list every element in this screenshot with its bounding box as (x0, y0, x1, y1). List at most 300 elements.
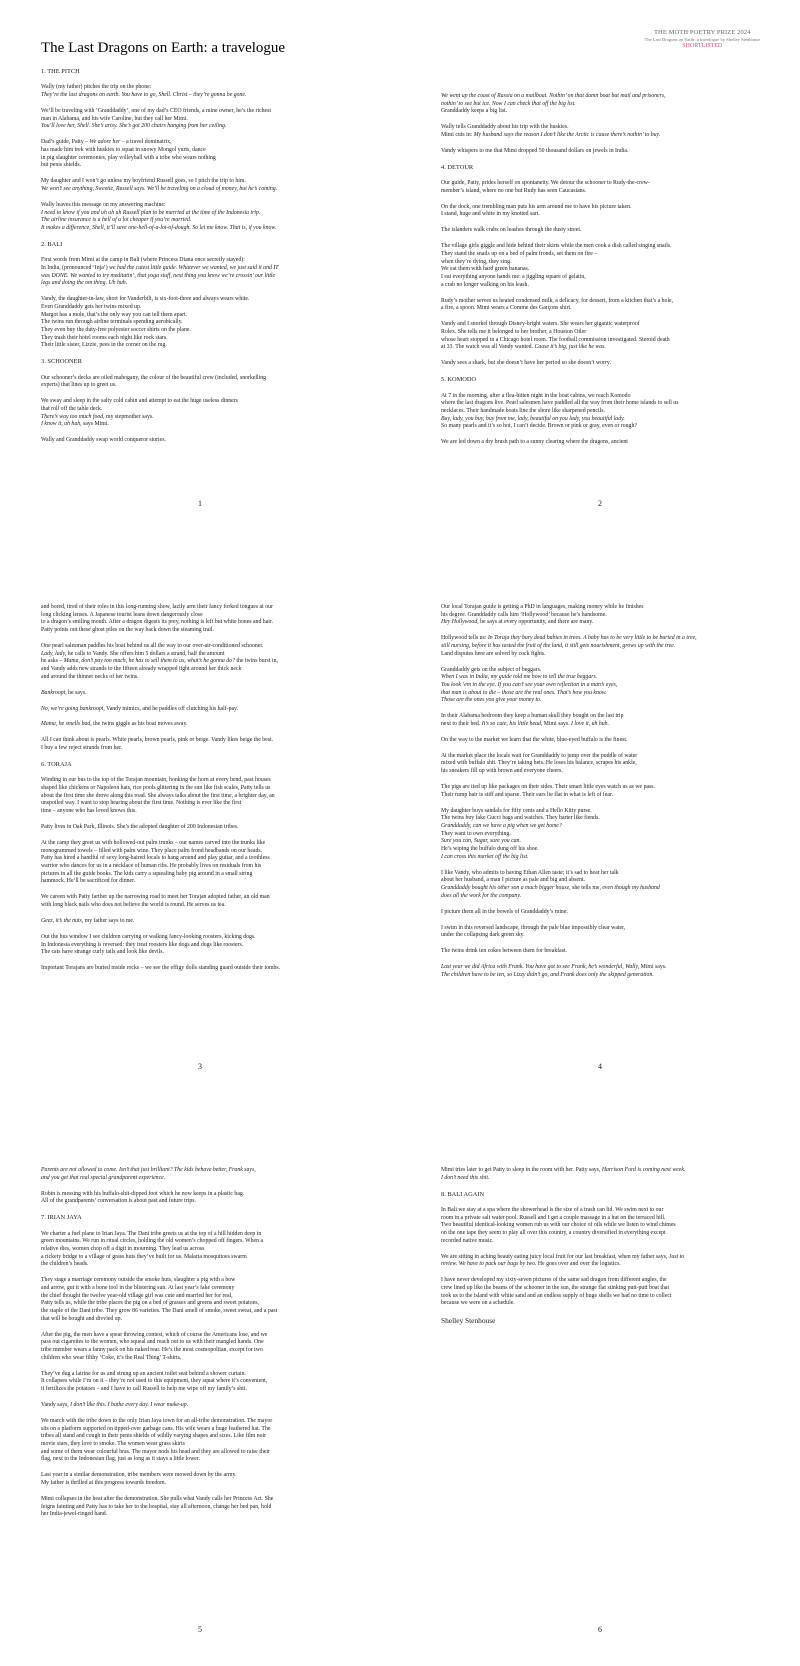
text-run: a crab no longer walking on his leash. (441, 281, 529, 288)
italic-text: nothin’ to see but ice. Now I can check that off the big list. (441, 100, 576, 107)
text-run: Their little sister, Lizzie, pees in the corner on the rug. (41, 342, 167, 349)
paragraph (441, 753, 771, 776)
page-5 (0, 1126, 400, 1666)
text-run: next to their bed. (441, 721, 482, 727)
text-run: On the way to the market we learn that the white, blue-eyed buffalo is the finest. (441, 736, 628, 743)
text-run: and arrow, gut it with a bone tool in the blistering sun. At last year’s fake ceremony (41, 1284, 235, 1291)
italic-text: Harrison Ford is coming next week. (601, 1167, 686, 1173)
text-line (41, 1277, 371, 1285)
text-line (441, 360, 771, 368)
paragraph (41, 643, 371, 682)
italic-text: We adore her (89, 139, 121, 146)
text-line (41, 1300, 371, 1308)
text-run: Vandy says, (41, 1401, 71, 1408)
text-line (41, 604, 371, 612)
text-run: We are led down a dry brush path to a sunny clearing where the dragons, ancient (441, 439, 628, 446)
paragraph (41, 1167, 371, 1182)
text-line (41, 319, 371, 327)
text-run: I have never developed my sixty-seven pictures of the same sad dragon from different angles, the (441, 1277, 667, 1284)
text-line (41, 1347, 371, 1355)
page-body (41, 68, 371, 453)
paragraph (441, 1207, 771, 1246)
text-line (41, 178, 371, 186)
text-line (441, 93, 771, 101)
text-run: We are sitting in aching beauty eating juicy local fruit for our last breakfast, when my father says, (441, 1253, 669, 1260)
text-line (441, 846, 771, 854)
text-line (41, 273, 371, 281)
text-run: the twins burst in, (234, 658, 278, 665)
text-run: my stepmother says. (104, 413, 154, 420)
text-run: in pig slaughter ceremonies, play volleyball with a tribe who wears nothing (41, 154, 216, 161)
page-number: 3 (198, 1062, 202, 1071)
text-run: a rickety bridge to a village of grass huts they’ve built for us. Malaria mosquitoes swarm (41, 1253, 247, 1260)
text-line (441, 408, 771, 416)
text-line (41, 643, 371, 651)
text-line (441, 877, 771, 885)
paragraph (41, 1191, 371, 1206)
paragraph (41, 1418, 371, 1464)
text-line (41, 706, 371, 714)
text-run: experts) that lines up to greet us. (41, 382, 117, 389)
text-line (41, 800, 371, 808)
paragraph (441, 321, 771, 352)
text-run: but penis shields. (41, 162, 82, 169)
text-line (41, 1472, 371, 1480)
text-run: children who wear filthy ‘Coke, it’s the Real Thing’ T-shirts. (41, 1354, 182, 1361)
text-run: Patty has hired a handful of sexy long-haired locals to hang around and play guitar, and a toothless (41, 855, 270, 862)
page-number: 1 (198, 499, 202, 508)
text-line (41, 147, 371, 155)
text-line (441, 870, 771, 878)
paragraph (441, 925, 771, 940)
text-run: The village girls giggle and hide behind their skirts while the men cook a dish called singing snails. (441, 243, 672, 250)
text-line (441, 713, 771, 721)
text-line (41, 296, 371, 304)
text-run: room in a private salt water pool. Russell and I get a couple massage in a hut on the terraced hill. (441, 1214, 666, 1221)
text-line (41, 108, 371, 116)
text-line (441, 188, 771, 196)
text-run: My daughter and I won’t go unless my boyfriend Russell goes, so I pitch the trip to him. (41, 178, 246, 185)
paragraph (441, 180, 771, 195)
italic-text: We went up the coast of Russia on a mailboat. Nothin’ on that damn boat but mail and prisoners, (441, 93, 666, 99)
text-run: Mimi tries later to get Patty to sleep in the room with her. Patty says, (441, 1167, 602, 1173)
text-line (441, 690, 771, 698)
text-line (41, 280, 371, 288)
text-run: Robin is messing with his buffalo-shit-dipped foot which he now keeps in a plastic bag. (41, 1190, 245, 1197)
text-run: Mimi collapses in the heat after the demonstration. She pulls what Vandy calls her Princess Act. She (41, 1495, 274, 1502)
section-heading: 5. KOMODO (441, 376, 477, 384)
text-line (41, 1511, 371, 1519)
text-line (441, 1230, 771, 1238)
text-line (441, 211, 771, 219)
paragraph (441, 204, 771, 219)
text-run: They stage a marriage ceremony outside the smoke huts, slaughter a pig with a bow (41, 1277, 236, 1284)
text-line (41, 1238, 371, 1246)
author-signature: Shelley Stenhouse (441, 1316, 496, 1326)
text-run: sits on a platform supported on tipped-over garbage cans. His wife wears a huge feathered hat. The (41, 1425, 271, 1432)
paragraph (41, 894, 371, 909)
italic-text: Hey Hollywood, (441, 619, 479, 626)
text-line (41, 745, 371, 753)
text-run: when they’re dying, they sing. (441, 258, 512, 265)
text-run: Winding in our bus to the top of the Torajan mountain, honking the horn at every bend, past houses (41, 777, 271, 784)
text-line (441, 274, 771, 282)
italic-text: You’ll love her, Shell. She’s artsy. She’s got 200 chairs hanging from her ceiling. (41, 123, 227, 130)
text-run: because we were on a schedule. (441, 1300, 515, 1307)
paragraph (441, 148, 771, 156)
text-run: monogrammed towels – filled with palm wine. They place palm frond headbands on our heads. (41, 847, 263, 854)
text-run: Our schooner’s decks are oiled mahogany, the colour of the beautiful crew (included, snorkelling (41, 374, 267, 381)
text-line (441, 1285, 771, 1293)
text-line (441, 932, 771, 940)
text-run: the children’s heads. (41, 1261, 89, 1268)
paragraph (41, 777, 371, 816)
text-run: Vandy whispers to me that Mimi dropped 50 thousand dollars on jewels in India. (441, 147, 629, 154)
italic-text: We won’t see anything, Sweetie, Russell says. We’ll be traveling on a cloud of money, but he’s coming. (41, 185, 278, 192)
text-run: We march with the tribe down to the only Irian Jaya town for an all-tribe demonstration. The mayor (41, 1417, 273, 1424)
paragraph (41, 965, 371, 973)
text-run: where the last dragons live. Pearl salesmen have paddled all the way from their home islands to sell us (441, 400, 679, 407)
italic-text: Just to (668, 1253, 685, 1260)
text-run: her India-jewel-ringed hand. (41, 1511, 108, 1518)
italic-text: even though my husband (602, 885, 660, 892)
text-run: Mimi says. (639, 964, 667, 971)
text-line (441, 854, 771, 862)
text-run: member’s island, where no one but Rudy has seen Caucasians. (441, 187, 587, 194)
text-run: My daughter buys sandals for fifty cents and a Hello Kitty purse. (441, 807, 592, 814)
text-line (441, 815, 771, 823)
italic-text: Mama, he smells bad, (41, 721, 92, 728)
text-line (441, 682, 771, 690)
text-run: tribes all stand and cough in their penis shields of wildly varying shapes and sizes. Like film noir (41, 1433, 267, 1440)
text-line (441, 251, 771, 259)
text-run: Margot has a mole, that’s the only way you can tell them apart. (41, 311, 188, 318)
page-number: 2 (598, 499, 602, 508)
prize-subtitle: The Last Dragons on Earth: a travelogue by Shelley Stenhouse (644, 37, 760, 42)
text-line (41, 1246, 371, 1254)
text-run: long clicking lenses. A Japanese tourist leans down dangerously close (41, 611, 203, 618)
text-line (41, 123, 371, 131)
paragraph (41, 824, 371, 832)
italic-text: It’s so cute, his little head, (481, 721, 543, 727)
text-run: Even Granddaddy gets her twins mixed up. (41, 303, 142, 310)
paragraph (41, 840, 371, 886)
italic-text: and you get that real special grandparent experience. (41, 1174, 166, 1181)
paragraph (41, 918, 371, 926)
text-line (41, 894, 371, 902)
text-line (441, 337, 771, 345)
text-line (41, 202, 371, 210)
text-line (41, 1496, 371, 1504)
text-line (441, 604, 771, 612)
text-run: and around the thinner necks of her twins. (41, 673, 139, 680)
text-line (41, 777, 371, 785)
text-line (441, 612, 771, 620)
text-line (441, 1238, 771, 1246)
text-run: I swim in this reversed landscape, through the pale blue impossibly clear water, (441, 924, 626, 931)
text-run: recorded native music. (441, 1237, 494, 1244)
text-line (441, 329, 771, 337)
text-line (41, 1332, 371, 1340)
paragraph (441, 737, 771, 745)
text-run: First words from Mimi at the camp in Bali (where Princess Diana once secretly stayed): (41, 257, 245, 264)
text-run: I stand, huge and white in my knotted sari. (441, 211, 540, 218)
paragraph (41, 257, 371, 288)
text-line (441, 831, 771, 839)
paragraph (41, 84, 371, 99)
text-line (41, 406, 371, 414)
text-run: and Vandy adds new strands to the fifteen already wrapped tight around her thick neck (41, 666, 242, 673)
italic-text: review. We have to pack our bags by two. (441, 1261, 537, 1268)
text-run: he says. (66, 689, 87, 696)
italic-text: Lady, lady, (41, 650, 67, 657)
text-line (441, 643, 771, 651)
text-run: pass out cigarettes to the women, who squeal and reach out to us with their mangled hands. One (41, 1339, 264, 1346)
italic-text: The children have to be ten, so Lizzy didn’t go, and Frank does only the skipped generation. (441, 971, 654, 978)
italic-text: You look ’em in the eye. If you can’t see your own reflection in a man’s eyes, (441, 682, 618, 688)
paragraph (41, 604, 371, 635)
text-line (41, 414, 371, 422)
text-run: They want to own everything. (441, 830, 511, 837)
text-run: a fire, a spoon. Mimi wears a Comme des Garçons shirt. (441, 305, 572, 312)
italic-text: Those are the ones you give your money to. (441, 697, 542, 704)
text-line (441, 909, 771, 917)
text-run: my father says to me. (83, 917, 135, 924)
text-line (441, 925, 771, 933)
paragraph (441, 784, 771, 799)
text-line (41, 1254, 371, 1262)
text-run: and bored, tired of their roles in this long-running show, lazily arm their fancy forked tongues at our (41, 604, 273, 610)
page-4 (400, 563, 800, 1103)
text-run: One pearl salesman paddles his boat behind us all the way to our over-air-conditioned schooner. (41, 643, 264, 649)
section-heading: 7. IRIAN JAYA (41, 1214, 82, 1222)
text-run: They stand the snails up on a bed of palm fronds, set them on fire – (441, 250, 598, 257)
text-line (441, 204, 771, 212)
text-line (441, 721, 771, 729)
text-run: I eat everything anyone hands me: a jiggling square of gelatin, (441, 274, 586, 281)
text-run: he calls to Vandy. She offers him 5 dollars a strand, half the amount (66, 650, 225, 657)
text-line (441, 416, 771, 424)
page-number: 5 (198, 1625, 202, 1634)
text-run: the chief thought the twelve year-old village girl was cute and married her for real, (41, 1292, 233, 1299)
page-6 (400, 1126, 800, 1666)
paragraph (41, 139, 371, 170)
paragraph (41, 398, 371, 429)
text-line (41, 949, 371, 957)
text-line (41, 658, 371, 666)
text-run: has made him trek with huskies to squat in snowy Mongol yurts, dance (41, 146, 206, 153)
text-line (41, 186, 371, 194)
text-line (41, 1285, 371, 1293)
italic-text: Last year we did Africa with Frank. You have got to see Frank, he’s wonderful, Wally, (441, 964, 640, 971)
page-body (441, 93, 771, 455)
text-line (441, 439, 771, 447)
shortlisted-badge: SHORTLISTED (682, 43, 723, 49)
text-line (441, 651, 771, 659)
italic-text: In Toraja they bury dead babies in trees. A baby has to be very little to be buried in a tree, (487, 635, 697, 642)
text-line (441, 227, 771, 235)
text-line (441, 1261, 771, 1269)
text-line (441, 948, 771, 956)
text-line (441, 737, 771, 745)
text-run: the twins giggle as his boat moves away. (91, 721, 188, 728)
text-run: Out the bus window I see children carrying or walking fancy-looking roosters, kicking dogs. (41, 933, 256, 940)
text-line (41, 162, 371, 170)
paragraph (441, 667, 771, 706)
text-run: green mountains. We run in ritual circles, holding the old women’s chopped off fingers. When a (41, 1238, 264, 1245)
text-run: I like Vandy, who admits to having Ethan Allen taste; it’s sad to hear her talk (441, 869, 619, 876)
italic-text: does all the work for the company. (441, 892, 522, 899)
text-line (441, 148, 771, 156)
text-line (441, 321, 771, 329)
text-line (441, 1277, 771, 1285)
text-run: On the dock, one trembling man puts his arm around me to have his picture taken. (441, 203, 632, 210)
paragraph (441, 713, 771, 728)
text-line (441, 792, 771, 800)
paragraph (441, 243, 771, 289)
text-line (41, 934, 371, 942)
text-line (441, 124, 771, 132)
text-line (441, 635, 771, 643)
paragraph (41, 1231, 371, 1270)
italic-text: legs and doing the om thing. Uh huh. (41, 280, 128, 287)
text-line (441, 784, 771, 792)
text-line (41, 1261, 371, 1269)
text-line (441, 619, 771, 627)
text-line (41, 1167, 371, 1175)
paragraph (41, 706, 371, 714)
paragraph (441, 1167, 771, 1182)
text-run: Our local Torajan guide is getting a PhD in languages, making money while he finishes (441, 604, 644, 610)
text-line (441, 972, 771, 980)
paragraph (41, 1496, 371, 1519)
text-run: with long black nails who does not believe the world is round. He serves us tea. (41, 902, 226, 909)
text-line (441, 885, 771, 893)
text-run: he says at every opportunity, and there are many. (478, 619, 594, 626)
text-run: to a dragon’s smiling mouth. After a dragon digests its prey, nothing is left but white bones and hair. (41, 619, 273, 626)
text-line (441, 259, 771, 267)
paragraph (441, 393, 771, 432)
text-run: The twins drink ten cokes between them for breakfast. (441, 948, 568, 955)
text-line (41, 855, 371, 863)
paragraph (441, 1254, 771, 1269)
text-run: All of the grandparents’ conversation is about past and future trips. (41, 1198, 196, 1205)
paragraph (441, 1277, 771, 1308)
text-line (441, 1175, 771, 1183)
text-line (41, 1355, 371, 1363)
paragraph (441, 948, 771, 956)
text-run: Rolex. She tells me it belonged to her brother, a Houston Oiler (441, 328, 587, 335)
page-body (41, 604, 371, 981)
italic-text: It makes a difference, Shell, it’ll save one-hell-of-a-lot-of-dough. So let me know. That is, if you know. (41, 224, 277, 231)
paragraph (441, 227, 771, 235)
text-run: So many pearls and it’s so hot, I can’t decide. Brown or pink or gray, even or rough? (441, 423, 637, 430)
text-line (41, 737, 371, 745)
paragraph (41, 1472, 371, 1487)
text-line (41, 721, 371, 729)
text-run: The pigs are tied up like packages on their sides. Their smart little eyes watch us as we pass. (441, 784, 655, 791)
text-run: All I can think about is pearls. White pearls, brown pearls, pink or beige. Vandy likes beige the best. (41, 737, 274, 744)
text-run: his sneakers fill up with brown and everyone cheers. (441, 768, 563, 775)
text-run: she tells me, (570, 885, 603, 892)
text-run: his degree. Granddaddy calls him ‘Hollywood’ because he’s handsome. (441, 611, 607, 618)
text-run: Wally tells Granddaddy about his trip with the huskies. (441, 124, 569, 131)
text-run: Important Torajans are buried inside rocks – we see the effigy dolls standing guard outside their tombs. (41, 965, 281, 972)
italic-text: Bankroopt, (41, 689, 67, 696)
text-run: We eat them with hard green bananas. (441, 266, 530, 273)
paragraph (441, 93, 771, 116)
text-run: at 33. The watch was all Vandy wanted. (441, 344, 535, 351)
text-line (41, 1418, 371, 1426)
paragraph (441, 808, 771, 862)
italic-text: Granddaddy, can we have a pig when we get home? (441, 823, 562, 830)
text-run: mixed with buffalo shit. They’re taking bets. He loses his balance, scrapes his ankle, (441, 760, 637, 767)
paragraph (41, 1402, 371, 1410)
text-line (441, 305, 771, 313)
text-line (441, 964, 771, 972)
page-number: 6 (598, 1625, 602, 1634)
text-line (41, 1316, 371, 1324)
page-1 (0, 0, 400, 540)
text-run: Granddaddy keeps a big list. (441, 108, 508, 115)
paragraph (41, 296, 371, 350)
text-run: relative dies, women chop off a digit in mourning. They lead us across (41, 1245, 205, 1252)
italic-text: that man is about to die – those are the real ones. That’s how you know. (441, 689, 607, 696)
text-run: pictures in all the guide books. The kids carry a squealing baby pig around in a small string (41, 870, 253, 877)
text-line (41, 335, 371, 343)
text-line (441, 1293, 771, 1301)
text-run: In their Alabama bedroom they keep a human skull they bought on the last trip (441, 713, 624, 720)
text-run: Mimi cuts in: (441, 132, 474, 138)
text-line (41, 1198, 371, 1206)
text-run: Dad’s guide, Patty – (41, 139, 90, 146)
paragraph (41, 690, 371, 698)
italic-text: My husband says the reason I don’t like the Arctic is cause there’s nothin’ to buy. (473, 132, 661, 138)
paragraph (41, 202, 371, 233)
page-body (441, 604, 771, 988)
text-line (441, 823, 771, 831)
text-line (41, 155, 371, 163)
text-line (441, 344, 771, 352)
text-run: and some of them wear colourful bras. The mayor nods his head and they are allowed to raise their (41, 1448, 270, 1455)
page-number: 4 (598, 1062, 602, 1071)
italic-text: Parents are not allowed to come. Isn’t that just brilliant? The kids behave better, Frank says, (41, 1167, 256, 1173)
italic-text: Mama, don’t pay too much, he has to sell them to us, what’s he gonna do? (63, 658, 235, 665)
text-line (41, 1402, 371, 1410)
text-line (41, 619, 371, 627)
text-line (41, 1504, 371, 1512)
text-run: tribe member wears a fanny pack on his naked rear. He’s the most cosmopolitan, except for two (41, 1347, 263, 1354)
italic-text: Cause it’s big, just like he was. (534, 344, 606, 351)
text-line (441, 108, 771, 116)
text-run: Patty lives in Oak Park, Illinois. She’s the adopted daughter of 200 Indonesian tribes. (41, 824, 239, 831)
text-run: After the pig, the men have a spear throwing contest, which of course the Americans lose, and we (41, 1331, 268, 1338)
text-run: about her husband, a man I picture as pale and big and absent. (441, 877, 585, 884)
text-line (41, 342, 371, 350)
text-line (41, 382, 371, 390)
section-heading: 4. DETOUR (441, 163, 474, 171)
paragraph (441, 870, 771, 901)
text-run: that roll off the table deck. (41, 406, 103, 413)
text-run: He’s wiping the buffalo dung off his shoe. (441, 846, 539, 853)
text-line (41, 840, 371, 848)
paragraph (41, 721, 371, 729)
text-line (441, 1222, 771, 1230)
section-heading: 3. SCHOONER (41, 358, 82, 366)
italic-text: Granddaddy bought his other son a much bigger house, (441, 885, 571, 892)
text-run: It collapses while I’m on it – they’re not used to this equipment, they squat where it’s convenient, (41, 1378, 268, 1385)
italic-text: I don’t need this shit. (441, 1174, 490, 1181)
